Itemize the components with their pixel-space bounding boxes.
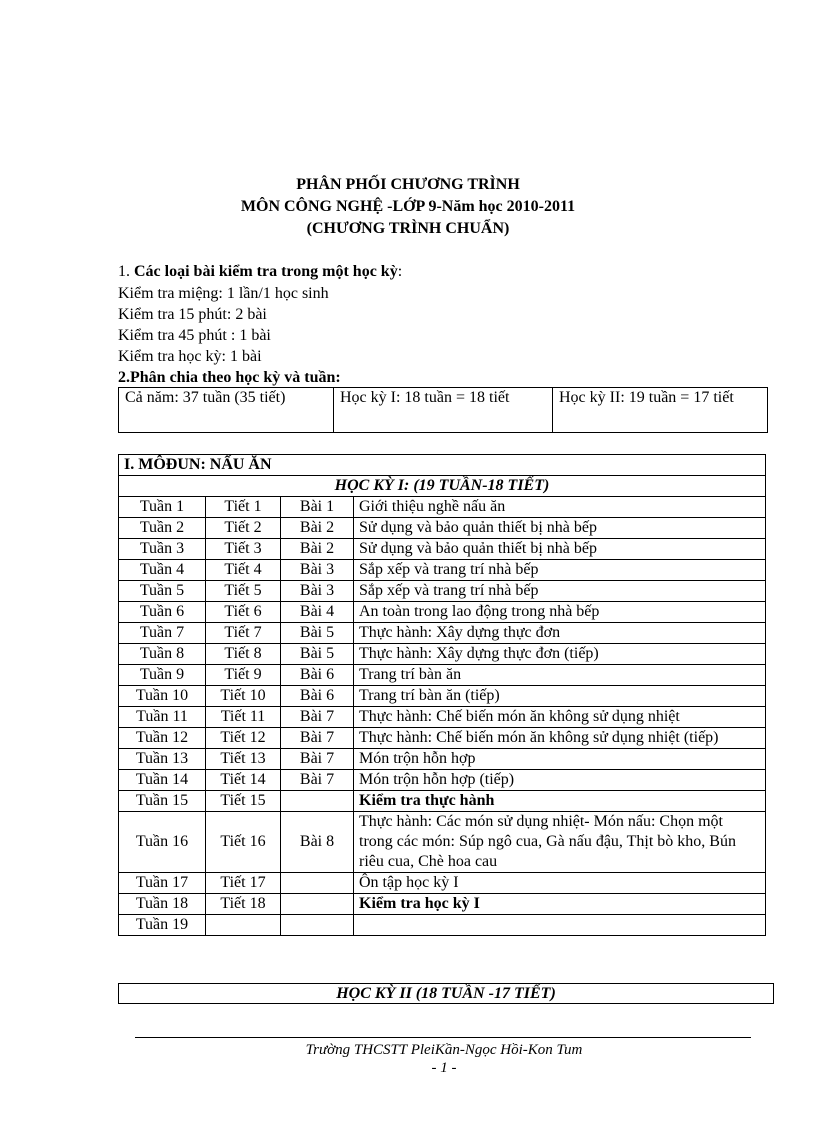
cell-week: Tuần 19 <box>119 915 206 936</box>
cell-period: Tiết 9 <box>206 665 281 686</box>
table-row <box>119 560 766 581</box>
cell-week: Tuần 1 <box>119 497 206 518</box>
cell-week: Tuần 7 <box>119 623 206 644</box>
cell-content: Thực hành: Chế biến món ăn không sử dụng nhiệt <box>354 707 766 728</box>
cell-content: Thực hành: Xây dựng thực đơn <box>354 623 766 644</box>
cell-lesson: Bài 7 <box>281 749 354 770</box>
cell-period: Tiết 14 <box>206 770 281 791</box>
table-row <box>119 873 766 894</box>
section1-heading <box>118 262 402 282</box>
cell-lesson: Bài 2 <box>281 518 354 539</box>
summary-semester1: Học kỳ I: 18 tuần = 18 tiết <box>334 388 553 433</box>
module-title: I. MÔĐUN: NẤU ĂN <box>119 455 766 476</box>
cell-content <box>354 915 766 936</box>
table-row <box>119 894 766 915</box>
section1-number: 1. <box>118 263 130 280</box>
test-line-15min: Kiểm tra 15 phút: 2 bài <box>118 306 267 323</box>
cell-lesson: Bài 7 <box>281 728 354 749</box>
cell-content: Món trộn hỗn hợp <box>354 749 766 770</box>
cell-content: Món trộn hỗn hợp (tiếp) <box>354 770 766 791</box>
cell-period: Tiết 8 <box>206 644 281 665</box>
cell-content: Ôn tập học kỳ I <box>354 873 766 894</box>
cell-content: Sử dụng và bảo quản thiết bị nhà bếp <box>354 539 766 560</box>
table-row <box>119 770 766 791</box>
cell-content: Trang trí bàn ăn <box>354 665 766 686</box>
section1-title: Các loại bài kiểm tra trong một học kỳ <box>134 263 398 280</box>
cell-content: Kiểm tra thực hành <box>354 791 766 812</box>
footer-school: Trường THCSTT PleiKần-Ngọc Hồi-Kon Tum <box>305 1042 583 1058</box>
cell-period: Tiết 11 <box>206 707 281 728</box>
table-row <box>119 915 766 936</box>
cell-content: Thực hành: Chế biến món ăn không sử dụng nhiệt (tiếp) <box>354 728 766 749</box>
semester2-title: HỌC KỲ II (18 TUẦN -17 TIẾT) <box>118 983 774 1004</box>
cell-week: Tuần 6 <box>119 602 206 623</box>
cell-period: Tiết 13 <box>206 749 281 770</box>
program-title: (CHƯƠNG TRÌNH CHUẨN) <box>306 220 510 237</box>
module-table <box>118 454 766 936</box>
cell-period: Tiết 2 <box>206 518 281 539</box>
cell-lesson: Bài 5 <box>281 644 354 665</box>
cell-lesson: Bài 4 <box>281 602 354 623</box>
cell-lesson: Bài 6 <box>281 686 354 707</box>
cell-week: Tuần 3 <box>119 539 206 560</box>
cell-period: Tiết 3 <box>206 539 281 560</box>
cell-content: Giới thiệu nghề nấu ăn <box>354 497 766 518</box>
cell-period: Tiết 17 <box>206 873 281 894</box>
semester-summary-table <box>118 387 768 433</box>
cell-week: Tuần 12 <box>119 728 206 749</box>
section2-heading: 2.Phân chia theo học kỳ và tuần: <box>118 369 341 386</box>
cell-content: Thực hành: Các món sử dụng nhiệt- Món nấu: Chọn một trong các món: Súp ngô cua, Gà nấu đậu, Thịt bò kho, Bún riêu cua, Chè hoa cau <box>354 812 766 873</box>
cell-content: Sắp xếp và trang trí nhà bếp <box>354 560 766 581</box>
cell-period: Tiết 7 <box>206 623 281 644</box>
cell-week: Tuần 8 <box>119 644 206 665</box>
cell-period: Tiết 1 <box>206 497 281 518</box>
cell-period: Tiết 15 <box>206 791 281 812</box>
footer-divider <box>135 1037 751 1038</box>
cell-content: Trang trí bàn ăn (tiếp) <box>354 686 766 707</box>
cell-period <box>206 915 281 936</box>
cell-week: Tuần 15 <box>119 791 206 812</box>
summary-semester2: Học kỳ II: 19 tuần = 17 tiết <box>553 388 768 433</box>
table-row <box>119 728 766 749</box>
table-row <box>119 602 766 623</box>
section1-colon: : <box>397 263 403 280</box>
table-row <box>119 749 766 770</box>
cell-lesson <box>281 894 354 915</box>
table-row <box>119 539 766 560</box>
cell-week: Tuần 5 <box>119 581 206 602</box>
cell-content: An toàn trong lao động trong nhà bếp <box>354 602 766 623</box>
test-line-45min: Kiểm tra 45 phút : 1 bài <box>118 327 271 344</box>
test-line-semester: Kiểm tra học kỳ: 1 bài <box>118 348 262 365</box>
cell-lesson: Bài 3 <box>281 560 354 581</box>
cell-content: Sử dụng và bảo quản thiết bị nhà bếp <box>354 518 766 539</box>
cell-lesson: Bài 8 <box>281 812 354 873</box>
cell-period: Tiết 5 <box>206 581 281 602</box>
cell-lesson: Bài 1 <box>281 497 354 518</box>
cell-content: Thực hành: Xây dựng thực đơn (tiếp) <box>354 644 766 665</box>
cell-lesson <box>281 791 354 812</box>
cell-period: Tiết 18 <box>206 894 281 915</box>
cell-week: Tuần 13 <box>119 749 206 770</box>
cell-week: Tuần 2 <box>119 518 206 539</box>
table-row <box>119 623 766 644</box>
table-row <box>119 518 766 539</box>
cell-content: Sắp xếp và trang trí nhà bếp <box>354 581 766 602</box>
cell-week: Tuần 10 <box>119 686 206 707</box>
table-row <box>119 812 766 873</box>
cell-week: Tuần 9 <box>119 665 206 686</box>
cell-period: Tiết 4 <box>206 560 281 581</box>
cell-lesson: Bài 2 <box>281 539 354 560</box>
page-number: - 1 - <box>431 1060 457 1076</box>
cell-lesson <box>281 915 354 936</box>
cell-content: Kiểm tra học kỳ I <box>354 894 766 915</box>
semester1-title: HỌC KỲ I: (19 TUẦN-18 TIẾT) <box>119 476 766 497</box>
subject-title: MÔN CÔNG NGHỆ -LỚP 9-Năm học 2010-2011 <box>240 198 576 215</box>
cell-period: Tiết 12 <box>206 728 281 749</box>
cell-week: Tuần 18 <box>119 894 206 915</box>
module-title-row <box>119 455 766 476</box>
table-row <box>119 791 766 812</box>
cell-week: Tuần 14 <box>119 770 206 791</box>
page-title: PHÂN PHỐI CHƯƠNG TRÌNH <box>296 176 520 193</box>
cell-period: Tiết 10 <box>206 686 281 707</box>
cell-week: Tuần 16 <box>119 812 206 873</box>
semester1-row <box>119 476 766 497</box>
table-row <box>119 644 766 665</box>
cell-week: Tuần 17 <box>119 873 206 894</box>
cell-lesson: Bài 7 <box>281 707 354 728</box>
table-row <box>119 665 766 686</box>
summary-year: Cả năm: 37 tuần (35 tiết) <box>119 388 334 433</box>
cell-week: Tuần 11 <box>119 707 206 728</box>
cell-lesson: Bài 6 <box>281 665 354 686</box>
cell-lesson: Bài 7 <box>281 770 354 791</box>
cell-lesson: Bài 5 <box>281 623 354 644</box>
cell-week: Tuần 4 <box>119 560 206 581</box>
cell-lesson <box>281 873 354 894</box>
table-row <box>119 686 766 707</box>
table-row <box>119 581 766 602</box>
cell-lesson: Bài 3 <box>281 581 354 602</box>
table-row <box>119 497 766 518</box>
table-row <box>119 707 766 728</box>
test-line-oral: Kiểm tra miệng: 1 lần/1 học sinh <box>118 285 329 302</box>
cell-period: Tiết 16 <box>206 812 281 873</box>
cell-period: Tiết 6 <box>206 602 281 623</box>
